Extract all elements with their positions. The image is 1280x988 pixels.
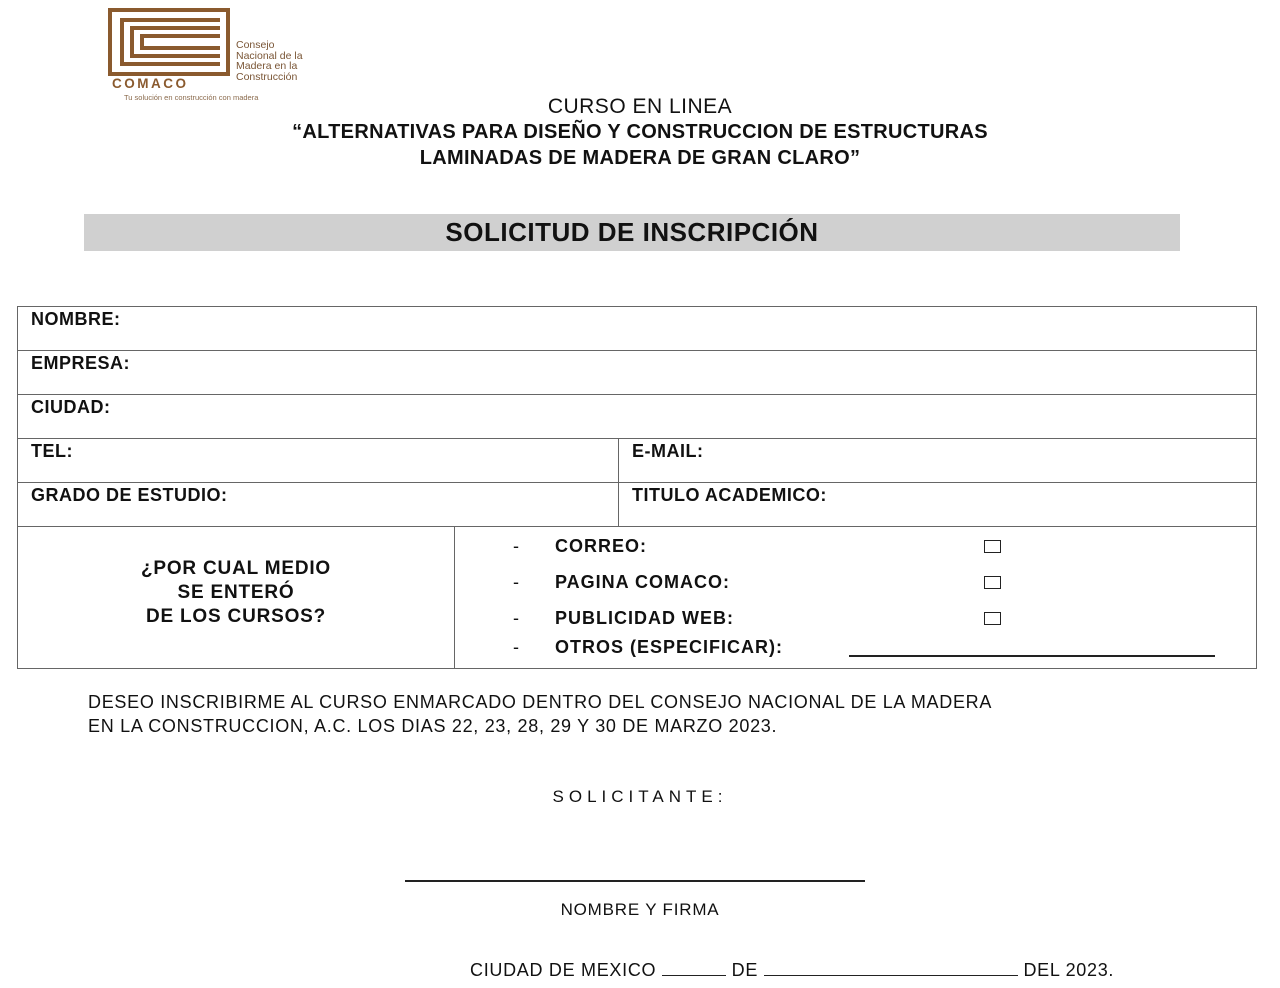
empresa-field[interactable]	[178, 362, 1238, 382]
course-title	[0, 119, 1280, 171]
tel-label: TEL:	[31, 441, 73, 461]
option-correo-label: CORREO:	[555, 536, 647, 556]
tel-field[interactable]	[88, 450, 608, 470]
empresa-label: EMPRESA:	[31, 353, 131, 373]
row-divider	[18, 350, 1256, 351]
comaco-logo	[108, 8, 338, 100]
nombre-label: NOMBRE:	[31, 309, 121, 329]
logo-slogan: Tu solución en construcción con madera	[124, 93, 259, 102]
option-dash: -	[513, 536, 519, 556]
comaco-logo-mark	[108, 8, 232, 78]
otros-specify-field[interactable]	[849, 655, 1215, 657]
logo-name-line: Nacional de la	[236, 49, 303, 62]
option-pagina-label: PAGINA COMACO:	[555, 572, 730, 592]
row-divider	[18, 438, 1256, 439]
logo-name	[236, 40, 303, 82]
ciudad-field[interactable]	[158, 406, 1238, 426]
pagina-comaco-checkbox[interactable]	[984, 576, 1001, 589]
row-divider	[18, 526, 1256, 527]
logo-name-line: Construcción	[236, 70, 298, 83]
declaration-text	[88, 690, 1198, 738]
logo-name-line: Consejo	[236, 39, 275, 51]
option-otros-label: OTROS (ESPECIFICAR):	[555, 637, 784, 657]
declaration-line: EN LA CONSTRUCCION, A.C. LOS DIAS 22, 23, 28, 29 Y 30 DE MARZO 2023.	[88, 716, 778, 736]
signature-line[interactable]	[405, 880, 865, 882]
logo-name-line: Madera en la	[236, 60, 298, 72]
option-dash: -	[513, 572, 519, 592]
month-field[interactable]	[764, 961, 1018, 976]
correo-checkbox[interactable]	[984, 540, 1001, 553]
column-divider	[454, 526, 455, 669]
medio-question-line: ¿POR CUAL MEDIO	[140, 558, 332, 579]
course-title-line: LAMINADAS DE MADERA DE GRAN CLARO”	[419, 147, 861, 169]
nombre-firma-label: NOMBRE Y FIRMA	[560, 900, 720, 919]
day-field[interactable]	[662, 961, 726, 976]
ciudad-label: CIUDAD:	[31, 397, 111, 417]
date-year-label: DEL 2023.	[1023, 960, 1115, 980]
email-label: E-MAIL:	[632, 441, 704, 461]
column-divider	[618, 438, 619, 526]
titulo-label: TITULO ACADEMICO:	[632, 485, 827, 505]
row-divider	[18, 394, 1256, 395]
option-publicidad-label: PUBLICIDAD WEB:	[555, 608, 734, 628]
nombre-field[interactable]	[168, 318, 1238, 338]
date-de-label: DE	[731, 960, 759, 980]
row-divider	[18, 482, 1256, 483]
date-line	[470, 960, 1190, 981]
logo-wordmark: COMACO	[112, 76, 189, 91]
option-dash: -	[513, 637, 519, 657]
declaration-line: DESEO INSCRIBIRME AL CURSO ENMARCADO DENTRO DEL CONSEJO NACIONAL DE LA MADERA	[88, 692, 993, 712]
grado-field[interactable]	[293, 494, 608, 514]
grado-label: GRADO DE ESTUDIO:	[31, 485, 228, 505]
option-dash: -	[513, 608, 519, 628]
course-title-line: “ALTERNATIVAS PARA DISEÑO Y CONSTRUCCION DE ESTRUCTURAS	[292, 121, 988, 143]
medio-question-line: DE LOS CURSOS?	[145, 606, 327, 627]
medio-question	[18, 557, 454, 629]
titulo-field[interactable]	[898, 494, 1238, 514]
date-city-label: CIUDAD DE MEXICO	[470, 960, 657, 980]
solicitante-label: SOLICITANTE:	[552, 787, 728, 806]
email-field[interactable]	[738, 450, 1238, 470]
registration-form	[17, 306, 1257, 669]
medio-question-line: SE ENTERÓ	[177, 582, 295, 603]
course-label: CURSO EN LINEA	[547, 95, 733, 118]
publicidad-web-checkbox[interactable]	[984, 612, 1001, 625]
form-title: SOLICITUD DE INSCRIPCIÓN	[445, 217, 819, 247]
